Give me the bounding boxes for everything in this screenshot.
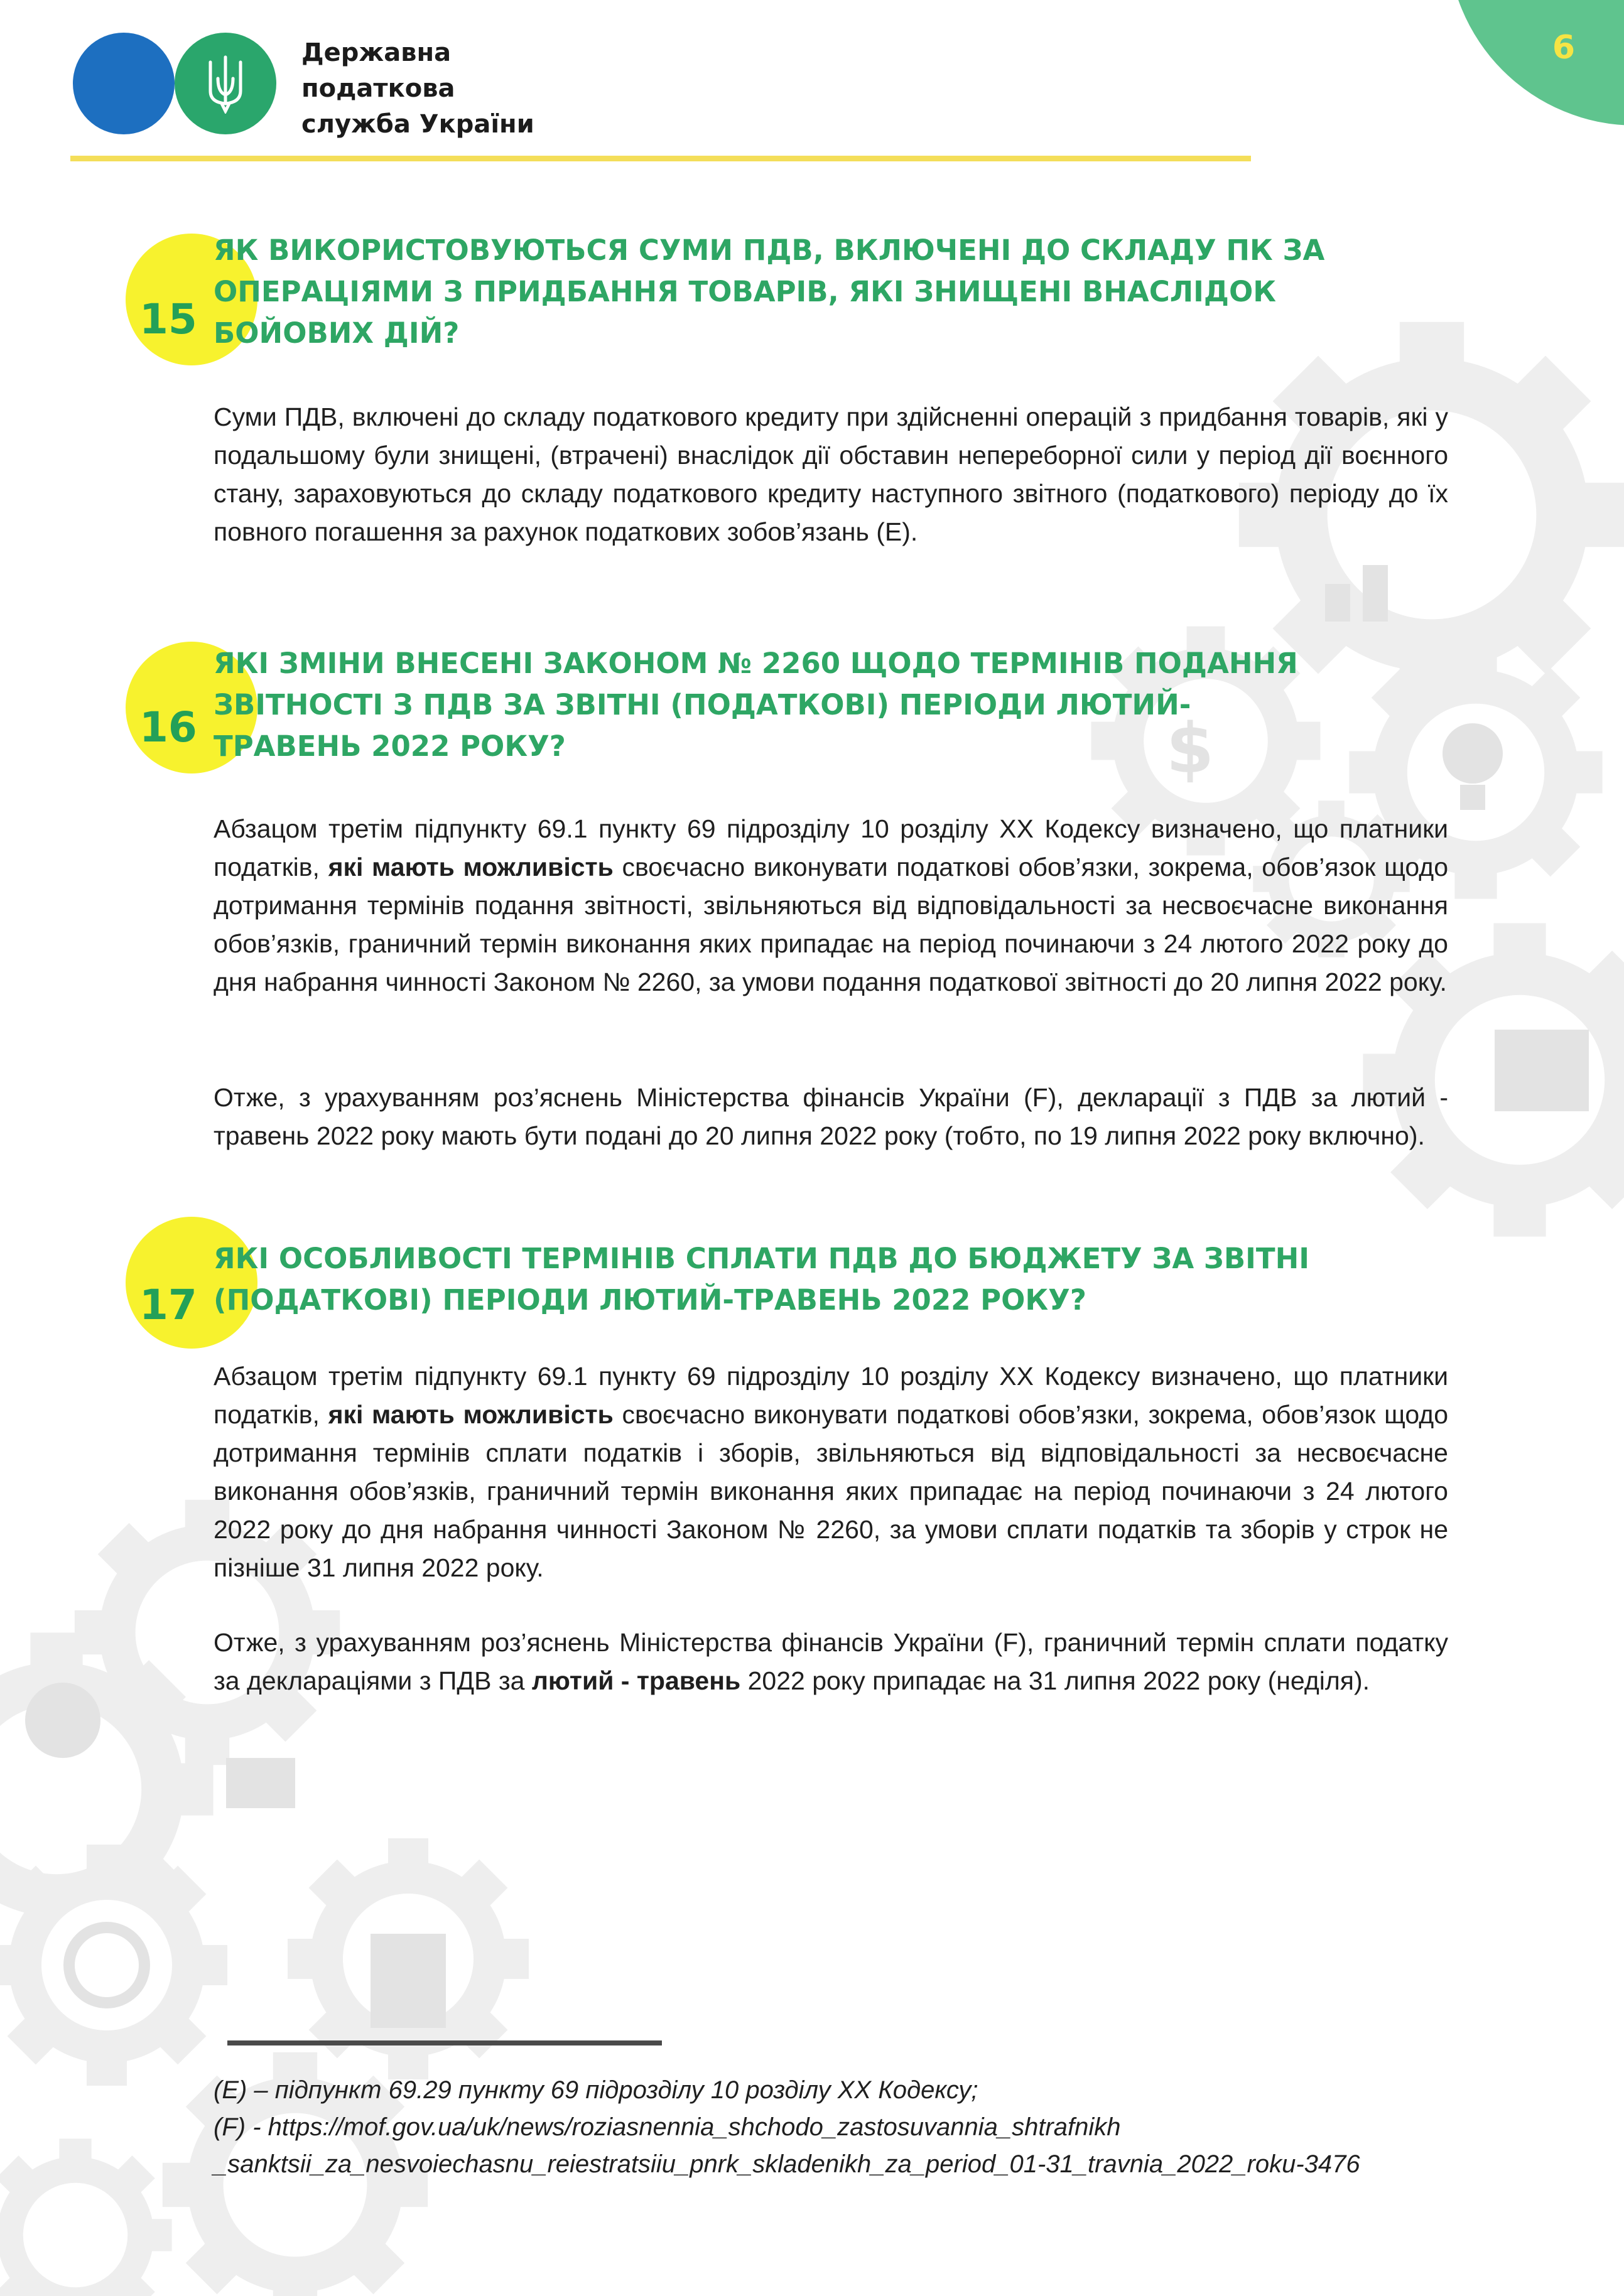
header-divider <box>70 156 1251 161</box>
clipboard-icon <box>371 1934 446 2028</box>
answer-paragraph: Отже, з урахуванням роз’яснень Міністерства фінансів України (F), декларації з ПДВ за лютий - травень 2022 року мають бути подані до 20 липня 2022 року (тобто, по 19 липня 2022 року включно). <box>214 1083 1448 1150</box>
question-heading-line: ЗВІТНОСТІ З ПДВ ЗА ЗВІТНІ (ПОДАТКОВІ) ПЕРІОДИ ЛЮТИЙ- <box>214 688 1191 721</box>
pie-chart-icon <box>25 1683 100 1758</box>
footnote-link[interactable]: (F) - https://mof.gov.ua/uk/news/roziasnennia_shchodo_zastosuvannia_shtrafnikh <box>214 2113 1121 2141</box>
emphasis-text: які мають можливість <box>328 1400 614 1429</box>
logo-green-circle <box>175 33 276 134</box>
question-heading-line: ТРАВЕНЬ 2022 РОКУ? <box>214 730 566 763</box>
footnote-link[interactable]: _sanktsii_za_nesvoiechasnu_reiestratsiiu_pnrk_skladenikh_za_period_01-31_travnia_2022_roku-3476 <box>214 2150 1360 2178</box>
mail-icon <box>1495 1030 1589 1111</box>
answer-paragraph <box>214 1357 1448 1587</box>
organization-name <box>301 35 534 143</box>
dollar-icon: $ <box>1166 708 1215 789</box>
briefcase-icon <box>226 1758 295 1808</box>
footnote-divider <box>227 2040 662 2045</box>
question-heading-line: ЯКІ ОСОБЛИВОСТІ ТЕРМІНІВ СПЛАТИ ПДВ ДО БЮДЖЕТУ ЗА ЗВІТНІ <box>214 1242 1309 1275</box>
question-heading-line: БОЙОВИХ ДІЙ? <box>214 316 460 350</box>
org-name-line: Державна <box>301 38 452 67</box>
trident-icon <box>205 53 246 114</box>
question-heading <box>214 643 1298 767</box>
logo-blue-circle <box>73 33 175 134</box>
question-heading-line: ЯК ВИКОРИСТОВУЮТЬСЯ СУМИ ПДВ, ВКЛЮЧЕНІ ДО СКЛАДУ ПК ЗА <box>214 234 1325 267</box>
question-heading-line: (ПОДАТКОВІ) ПЕРІОДИ ЛЮТИЙ-ТРАВЕНЬ 2022 РОКУ? <box>214 1283 1086 1317</box>
question-heading-line: ЯКІ ЗМІНИ ВНЕСЕНІ ЗАКОНОМ № 2260 ЩОДО ТЕРМІНІВ ПОДАННЯ <box>214 647 1298 680</box>
question-heading <box>214 1238 1309 1321</box>
answer-paragraph: Суми ПДВ, включені до складу податкового кредиту при здійсненні операцій з придбання товарів, які у подальшому були знищені, (втрачені) внаслідок дії обставин непереборної сили у період дії воєнного стану, зараховуються до складу податкового кредиту наступного звітного (податкового) періоду до їх повного погашення за рахунок податкових зобов’язань (Е). <box>214 402 1448 546</box>
org-name-line: служба України <box>301 110 534 139</box>
org-name-line: податкова <box>301 74 455 103</box>
text-run: 2022 року припадає на 31 липня 2022 року (неділя). <box>740 1666 1370 1695</box>
footnote: (Е) – підпункт 69.29 пункту 69 підрозділу 10 розділу XX Кодексу; <box>214 2076 978 2104</box>
question-number: 17 <box>139 1281 197 1329</box>
text-run: своєчасно виконувати податкові обов’язки, зокрема, обов’язок щодо дотримання термінів сплати податків і зборів, звільняються від відповідальності за несвоєчасне виконання обов’язків, граничний термін виконання яких припадає на період починаючи з 24 лютого 2022 року до дня набрання чинності Законом № 2260, за умови сплати податків та зборів у строк не пізніше 31 липня 2022 року. <box>214 1400 1448 1582</box>
text-run: Абзацом третім підпункту 69.1 пункту 69 підрозділу 10 розділу XX Кодексу визначено, що платники податків, <box>214 814 1448 881</box>
answer-paragraph <box>214 1624 1448 1700</box>
emphasis-text: які мають можливість <box>328 853 614 881</box>
page-number: 6 <box>1552 29 1576 67</box>
question-number: 15 <box>139 295 197 343</box>
text-run: Абзацом третім підпункту 69.1 пункту 69 підрозділу 10 розділу XX Кодексу визначено, що платники податків, <box>214 1362 1448 1429</box>
emphasis-text: лютий - травень <box>531 1666 741 1695</box>
question-number: 16 <box>139 703 197 752</box>
text-run: своєчасно виконувати податкові обов’язки, зокрема, обов’язок щодо дотримання термінів подання звітності, звільняються від відповідальності за несвоєчасне виконання обов’язків, граничний термін виконання яких припадає на період починаючи з 24 лютого 2022 року до дня набрання чинності Законом № 2260, за умови подання податкової звітності до 20 липня 2022 року. <box>214 853 1448 996</box>
lightbulb-icon <box>1443 723 1503 784</box>
text-run: Отже, з урахуванням роз’яснень Міністерства фінансів України (F), граничний термін сплати податку за деклараціями з ПДВ за <box>214 1628 1448 1695</box>
question-heading-line: ОПЕРАЦІЯМИ З ПРИДБАННЯ ТОВАРІВ, ЯКІ ЗНИЩЕНІ ВНАСЛІДОК <box>214 275 1277 308</box>
question-heading <box>214 230 1324 354</box>
answer-paragraph <box>214 810 1448 1001</box>
